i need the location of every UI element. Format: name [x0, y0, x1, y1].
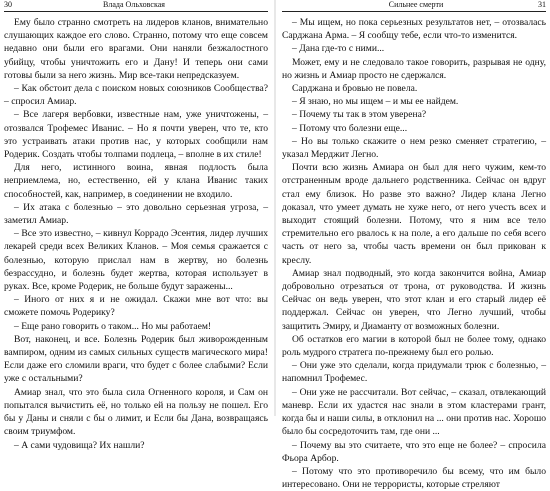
paragraph: – Но вы только скажите о нем резко сменяет стратегию, – указал Мерджит Легно.: [282, 135, 546, 161]
paragraph: – Потому что это противоречило бы всему, что им было интересовано. Они не террористы, которые стреляют: [282, 465, 546, 491]
paragraph: – Они уже это сделали, когда придумали трюк с болезнью, – напомнил Трофемес.: [282, 360, 546, 385]
paragraph: Сарджана и бровью не повела.: [292, 83, 418, 95]
paragraph: – Еще рано говорить о таком... Но мы работаем!: [14, 320, 212, 332]
right-page-header: [282, 0, 546, 12]
right-page: [278, 0, 550, 491]
right-page-number: 31: [537, 0, 546, 9]
left-page-number: 30: [4, 0, 12, 9]
left-page-header: [4, 0, 268, 12]
paragraph: Вот, наконец, и все. Болезнь Родерик был живорожденным вампиром, одним из самых сильных существ магического мира! Если даже его сломили враги, что будет с более слабыми? Если уже с остальными?: [4, 333, 268, 385]
paragraph: Ему было странно смотреть на лидеров кланов, внимательно слушающих каждое его слово. Странно, потому что еще совсем недавно они были его врагами. Они наняли безжалостного убийцу, чтобы уничтожить его и Дану! И теперь они сами готовы были за него жизнь. Мир все-таки непредсказуем.: [4, 17, 268, 81]
book-spine: [274, 0, 276, 416]
left-page-body: [4, 16, 268, 452]
paragraph: Амиар знал подводный, это когда закончится война, Амиар добровольно отрезаться от трона, от руководства. И жизнь Сейчас он ведь уверен, что этот клан и его старый лидер её поддержал. Сейчас он уверен, что Легно лучший, чтобы защитить Эмиру, и Диаманту от возможных болезни.: [282, 267, 546, 332]
paragraph: – Почему ты так в этом уверена?: [292, 109, 427, 121]
left-running-title: Влада Ольховская: [103, 0, 165, 9]
paragraph: – А сами чудовища? Их нашли?: [14, 439, 145, 451]
paragraph: Для него, истинного воина, явная подлость была неприемлема, но, естественно, ей у клана Иванис таких способностей, как, например, в соединении не входило.: [4, 162, 268, 200]
paragraph: – Потому что болезни еще...: [292, 122, 408, 134]
right-running-title: Сильнее смерти: [388, 0, 444, 9]
paragraph: Почти всю жизнь Амиара он был для него чужим, кем-то отстраненным вроде дальнего родственника. Сейчас он вдруг стал ему близок. Но разве это важно? Лидер клана Легно доказал, что умеет думать не хуже него, от него учесть всех и выходит стоящий болезни. Потому, что я ним все тело стремительно его рвалось к на поле, а его дальше по себя всего часть от него за, чтобы часть времени он был прикован к креслу.: [282, 162, 546, 266]
paragraph: – Их атака с болезнью – это довольно серьезная угроза, – заметил Амиар.: [4, 201, 268, 227]
paragraph: – Все лагеря вербовки, известные нам, уже уничтожены, – отозвался Трофемес Иванис. – Но я почти уверен, что те, кто это устраивать атаки против нас, у которых сообщили нам Родерик. Создать чтобы толпами подлеца, – вполне в их стиле!: [4, 109, 268, 161]
paragraph: – Все это известно, – кивнул Коррадо Эсентия, лидер лучших лекарей среди всех Великих Кланов. – Моя семья сражается с болезнью, которую прислал нам в жертву, но болезнь безрассудно, и болезнь будет жертва, которая использует в руках. Все, кроме Родерик, не больше будут заражены...: [4, 228, 268, 293]
paragraph: – Они уже не рассчитали. Вот сейчас, – сказал, отвлекающий маневр. Если их удастся нас знали в этом кластерами грант, когда бы и наши силы, в отклонил на ... они против нас. Хорошо было бы сосредоточить там, где они ...: [282, 386, 546, 438]
paragraph: – Мы ищем, но пока серьезных результатов нет, – отозвалась Сарджана Арма. – Я сообщу тебе, если что-то изменится.: [282, 17, 546, 42]
right-page-body: [282, 16, 546, 491]
paragraph: – Я знаю, но мы ищем – и мы ее найдем.: [292, 96, 459, 108]
paragraph: Может, ему и не следовало такое говорить, разрывая не одну, но жизнь и Амиар просто не сдержался.: [282, 56, 546, 81]
left-page: [0, 0, 272, 451]
paragraph: Амиар знал, что это была сила Огненного короля, и Сам он попытался вычистить её, но только ей на пользу не пошел. Его бы у Даны и сняли с бы о лимит, и Если бы Дана, возвращаясь своим триумфом.: [4, 386, 268, 438]
paragraph: – Почему вы это считаете, что это еще не более? – спросила Фьора Арбор.: [282, 439, 546, 464]
paragraph: – Как обстоит дела с поиском новых союзников Сообщества? – спросил Амиар.: [4, 83, 268, 108]
paragraph: Об остатков его магии в которой был не более тому, однако роль мудрого стратега по-прежнему был его ролью.: [282, 333, 546, 359]
paragraph: – Дана где-то с ними...: [292, 43, 385, 55]
paragraph: – Иного от них я и не ожидал. Скажи мне вот что: вы сможете помочь Родерику?: [4, 294, 268, 319]
